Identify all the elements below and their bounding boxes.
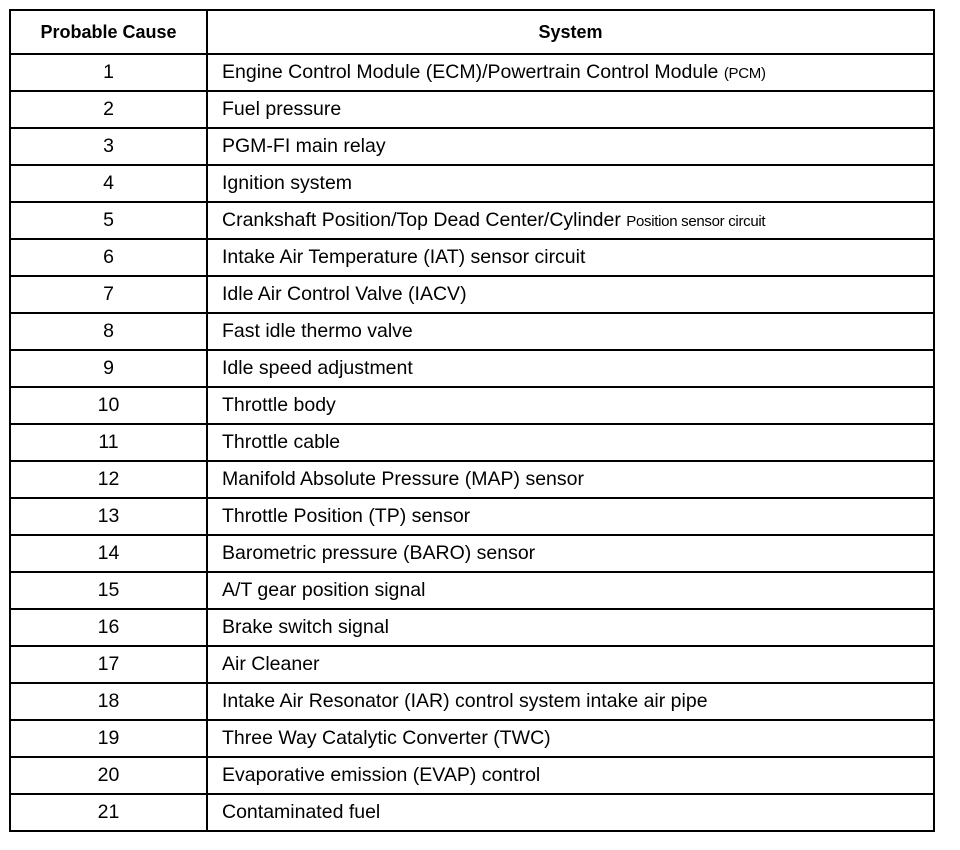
cause-number: 18	[10, 683, 207, 720]
table-row	[10, 239, 934, 276]
system-cell	[207, 350, 934, 387]
cause-number: 10	[10, 387, 207, 424]
system-name: Intake Air Resonator (IAR) control system intake air pipe	[222, 690, 708, 712]
cause-number: 19	[10, 720, 207, 757]
cause-number: 14	[10, 535, 207, 572]
cause-number: 13	[10, 498, 207, 535]
cause-number: 5	[10, 202, 207, 239]
system-cell	[207, 424, 934, 461]
cause-number: 11	[10, 424, 207, 461]
system-name: Fuel pressure	[222, 98, 342, 120]
system-cell	[207, 165, 934, 202]
table-row	[10, 498, 934, 535]
header-row	[10, 10, 934, 54]
system-name: Ignition system	[222, 172, 353, 194]
cause-number: 6	[10, 239, 207, 276]
table-row	[10, 165, 934, 202]
cause-number: 2	[10, 91, 207, 128]
system-name-suffix: Position sensor circuit	[626, 213, 766, 230]
system-cell	[207, 387, 934, 424]
cause-number: 15	[10, 572, 207, 609]
system-cell	[207, 572, 934, 609]
system-name-suffix: (PCM)	[723, 65, 766, 82]
table-row	[10, 387, 934, 424]
table-row	[10, 350, 934, 387]
cause-number: 9	[10, 350, 207, 387]
system-cell	[207, 91, 934, 128]
system-cell	[207, 128, 934, 165]
system-name: Fast idle thermo valve	[222, 320, 413, 342]
system-name: Intake Air Temperature (IAT) sensor circuit	[222, 246, 586, 268]
system-cell	[207, 609, 934, 646]
cause-number: 8	[10, 313, 207, 350]
table-row	[10, 646, 934, 683]
system-cell	[207, 683, 934, 720]
table-row	[10, 609, 934, 646]
cause-number: 7	[10, 276, 207, 313]
table-row	[10, 424, 934, 461]
probable-cause-table	[9, 9, 935, 832]
table-row	[10, 91, 934, 128]
cause-number: 21	[10, 794, 207, 831]
cause-number: 12	[10, 461, 207, 498]
table-row	[10, 202, 934, 239]
cause-number: 3	[10, 128, 207, 165]
system-name: Throttle body	[222, 394, 336, 416]
table-row	[10, 313, 934, 350]
system-cell	[207, 794, 934, 831]
table-row	[10, 54, 934, 91]
cause-number: 16	[10, 609, 207, 646]
cause-number: 4	[10, 165, 207, 202]
system-cell	[207, 239, 934, 276]
system-cell	[207, 498, 934, 535]
system-name: PGM-FI main relay	[222, 135, 386, 157]
system-name: Evaporative emission (EVAP) control	[222, 764, 541, 786]
system-name: Air Cleaner	[222, 653, 320, 675]
table-row	[10, 276, 934, 313]
table-row	[10, 535, 934, 572]
system-name: Manifold Absolute Pressure (MAP) sensor	[222, 468, 584, 490]
cause-number: 20	[10, 757, 207, 794]
table-row	[10, 128, 934, 165]
header-system: System	[207, 10, 934, 54]
system-name: Crankshaft Position/Top Dead Center/Cylinder	[222, 209, 621, 231]
cause-number: 17	[10, 646, 207, 683]
system-cell	[207, 313, 934, 350]
system-name: A/T gear position signal	[222, 579, 426, 601]
system-cell	[207, 720, 934, 757]
system-name: Idle speed adjustment	[222, 357, 413, 379]
system-cell	[207, 646, 934, 683]
table-row	[10, 572, 934, 609]
system-name: Brake switch signal	[222, 616, 389, 638]
system-name: Contaminated fuel	[222, 801, 381, 823]
system-name: Throttle Position (TP) sensor	[222, 505, 471, 527]
system-cell	[207, 461, 934, 498]
system-name: Barometric pressure (BARO) sensor	[222, 542, 536, 564]
table-row	[10, 720, 934, 757]
cause-number: 1	[10, 54, 207, 91]
table-row	[10, 683, 934, 720]
system-name: Idle Air Control Valve (IACV)	[222, 283, 467, 305]
system-name: Engine Control Module (ECM)/Powertrain Control Module	[222, 61, 719, 83]
table-row	[10, 794, 934, 831]
table-row	[10, 757, 934, 794]
system-cell	[207, 202, 934, 239]
system-cell	[207, 757, 934, 794]
system-name: Three Way Catalytic Converter (TWC)	[222, 727, 551, 749]
table-row	[10, 461, 934, 498]
system-cell	[207, 54, 934, 91]
system-cell	[207, 535, 934, 572]
system-name: Throttle cable	[222, 431, 341, 453]
header-probable-cause: Probable Cause	[10, 10, 207, 54]
system-cell	[207, 276, 934, 313]
